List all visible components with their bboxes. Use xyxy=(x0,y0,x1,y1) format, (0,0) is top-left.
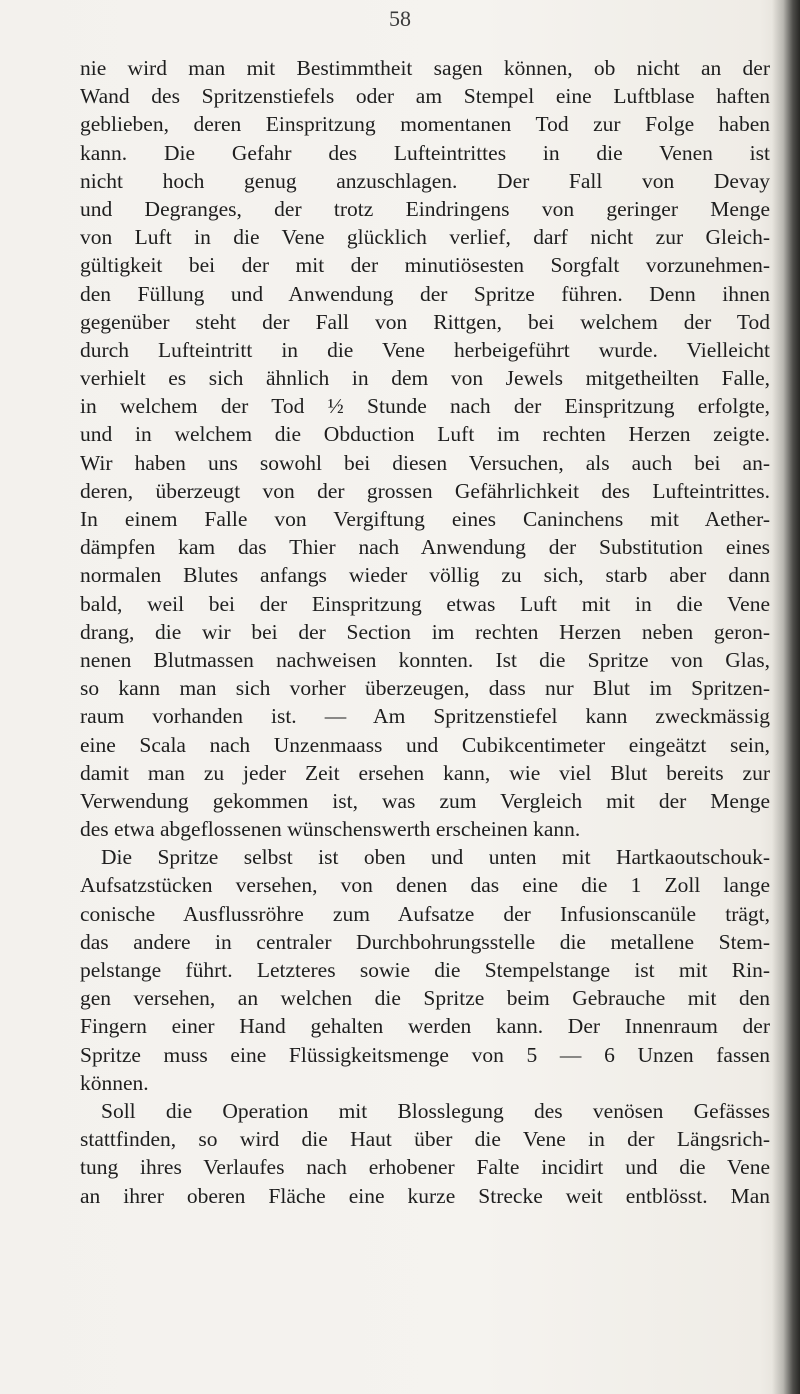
text-line: den Füllung und Anwendung der Spritze führen. Denn ihnen xyxy=(80,281,770,306)
text-line: kann. Die Gefahr des Lufteintrittes in die Venen ist xyxy=(80,140,770,165)
text-line: des etwa abgeflossenen wünschenswerth erscheinen kann. xyxy=(80,817,581,842)
page-number: 58 xyxy=(389,6,411,31)
text-line: Aufsatzstücken versehen, von denen das eine die 1 Zoll lange xyxy=(80,873,770,898)
text-line: geblieben, deren Einspritzung momentanen Tod zur Folge haben xyxy=(80,112,770,137)
text-line: an ihrer oberen Fläche eine kurze Strecke weit entblösst. Man xyxy=(80,1183,770,1208)
text-line: Wir haben uns sowohl bei diesen Versuchen, als auch bei an- xyxy=(80,450,770,475)
text-line: dämpfen kam das Thier nach Anwendung der Substitution eines xyxy=(80,535,770,560)
text-line: Spritze muss eine Flüssigkeitsmenge von 5 — 6 Unzen fassen xyxy=(80,1042,770,1067)
text-line: so kann man sich vorher überzeugen, dass nur Blut im Spritzen- xyxy=(80,676,770,701)
text-line: normalen Blutes anfangs wieder völlig zu sich, starb aber dann xyxy=(80,563,770,588)
text-line: gegenüber steht der Fall von Rittgen, bei welchem der Tod xyxy=(80,309,770,334)
text-line: Soll die Operation mit Blosslegung des venösen Gefässes xyxy=(101,1098,770,1123)
text-line: und in welchem die Obduction Luft im rechten Herzen zeigte. xyxy=(80,422,770,447)
text-line: nie wird man mit Bestimmtheit sagen können, ob nicht an der xyxy=(80,56,770,80)
text-line: gen versehen, an welchen die Spritze beim Gebrauche mit den xyxy=(80,986,770,1011)
text-line: tung ihres Verlaufes nach erhobener Falte incidirt und die Vene xyxy=(80,1155,770,1180)
text-line: Die Spritze selbst ist oben und unten mit Hartkaoutschouk- xyxy=(101,845,770,870)
text-line: bald, weil bei der Einspritzung etwas Luft mit in die Vene xyxy=(80,591,770,616)
text-line: damit man zu jeder Zeit ersehen kann, wie viel Blut bereits zur xyxy=(80,760,770,785)
text-line: deren, überzeugt von der grossen Gefährlichkeit des Lufteintrittes. xyxy=(80,478,770,503)
text-line: von Luft in die Vene glücklich verlief, darf nicht zur Gleich- xyxy=(80,225,770,250)
text-line: nicht hoch genug anzuschlagen. Der Fall von Devay xyxy=(80,168,770,193)
text-line: verhielt es sich ähnlich in dem von Jewels mitgetheilten Falle, xyxy=(80,366,770,391)
text-line: können. xyxy=(80,1070,149,1095)
text-line: pelstange führt. Letzteres sowie die Stempelstange ist mit Rin- xyxy=(80,958,770,982)
text-line: und Degranges, der trotz Eindringens von geringer Menge xyxy=(80,196,770,221)
text-line: gültigkeit bei der mit der minutiösesten Sorgfalt vorzunehmen- xyxy=(80,253,770,278)
text-line: Verwendung gekommen ist, was zum Vergleich mit der Menge xyxy=(80,788,770,813)
text-line: Fingern einer Hand gehalten werden kann. Der Innenraum der xyxy=(80,1014,770,1039)
text-line: stattfinden, so wird die Haut über die Vene in der Längsrich- xyxy=(80,1127,770,1152)
text-line: drang, die wir bei der Section im rechten Herzen neben geron- xyxy=(80,619,770,644)
text-line: Wand des Spritzenstiefels oder am Stempel eine Luftblase haften xyxy=(80,84,770,109)
page-edge-shadow xyxy=(772,0,800,1394)
text-line: In einem Falle von Vergiftung eines Caninchens mit Aether- xyxy=(80,507,770,531)
text-line: durch Lufteintritt in die Vene herbeigeführt wurde. Vielleicht xyxy=(80,337,770,362)
text-line: raum vorhanden ist. — Am Spritzenstiefel kann zweckmässig xyxy=(80,704,770,729)
body-text xyxy=(80,54,770,1210)
text-line: in welchem der Tod ½ Stunde nach der Einspritzung erfolgte, xyxy=(80,394,770,419)
text-line: das andere in centraler Durchbohrungsstelle die metallene Stem- xyxy=(80,929,770,954)
text-line: eine Scala nach Unzenmaass und Cubikcentimeter eingeätzt sein, xyxy=(80,732,770,757)
text-line: conische Ausflussröhre zum Aufsatze der Infusionscanüle trägt, xyxy=(80,901,770,926)
text-line: nenen Blutmassen nachweisen konnten. Ist die Spritze von Glas, xyxy=(80,647,770,672)
